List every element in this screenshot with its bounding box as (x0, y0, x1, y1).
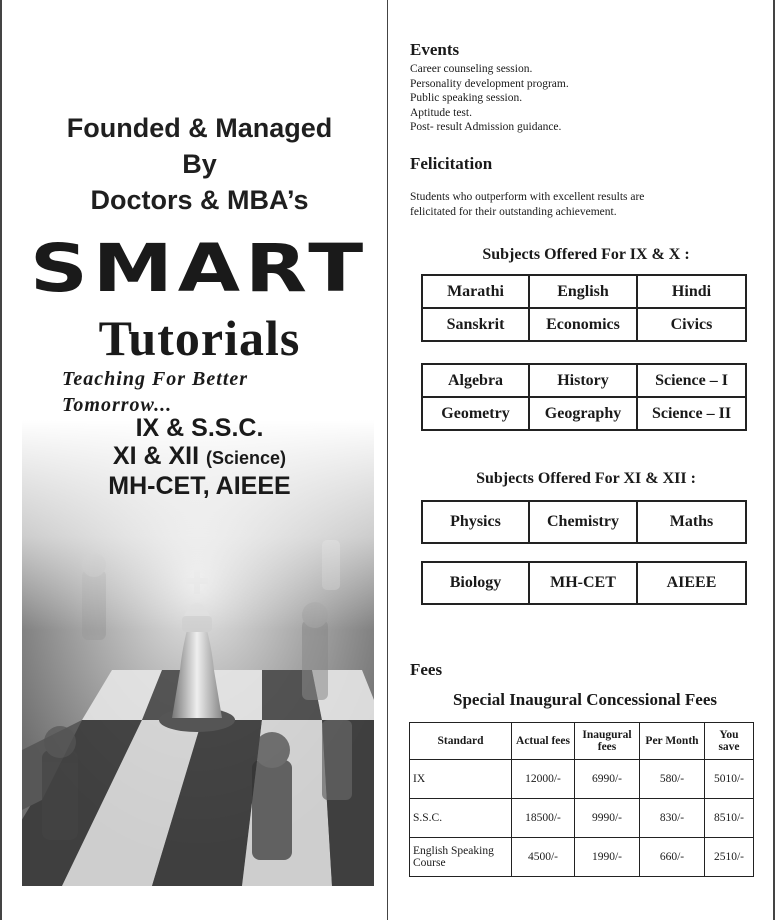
fees-subtitle: Special Inaugural Concessional Fees (453, 690, 717, 709)
subject-cell: Geography (529, 397, 637, 430)
subject-cell: Geometry (422, 397, 529, 430)
founded-line-1: Founded & Managed (66, 113, 333, 143)
fees-cell: IX (410, 760, 512, 799)
subjects-ix-x-group-1 (421, 274, 747, 342)
events-list (410, 62, 569, 135)
subject-cell: Science – II (637, 397, 746, 430)
subjects-xi-xii-title: Subjects Offered For XI & XII : (476, 470, 696, 487)
course-line-1: IX & S.S.C. (135, 414, 264, 442)
fees-cell: 1990/- (575, 838, 640, 877)
table-row (410, 838, 754, 877)
subject-cell: Maths (637, 501, 746, 543)
fees-cell: English Speaking Course (410, 838, 512, 877)
fees-header-row (410, 723, 754, 760)
founded-line-3: Doctors & MBA’s (90, 185, 309, 215)
fees-header-cell: Per Month (640, 723, 705, 760)
subject-cell: English (529, 275, 637, 308)
subjects-ix-x-title: Subjects Offered For IX & X : (482, 246, 690, 263)
founded-block (2, 110, 397, 218)
event-item: Career counseling session. (410, 63, 533, 75)
subject-cell: Algebra (422, 364, 529, 397)
event-item: Aptitude test. (410, 106, 472, 119)
course-line-2-main: XI & XII (112, 442, 200, 470)
fees-cell: 2510/- (705, 838, 754, 877)
events-title: Events (410, 40, 460, 59)
fees-header-cell: Inaugural fees (575, 723, 640, 760)
event-item: Personality development program. (410, 77, 569, 90)
course-line-2-small: (Science) (206, 448, 287, 468)
fees-cell: 9990/- (575, 799, 640, 838)
fees-header-cell: You save (705, 723, 754, 760)
subject-cell: Chemistry (529, 501, 637, 543)
subject-cell: Sanskrit (422, 308, 529, 341)
event-item: Public speaking session. (410, 92, 523, 104)
subject-cell: Biology (422, 562, 529, 604)
subject-cell: AIEEE (637, 562, 746, 604)
fees-cell: 8510/- (705, 799, 754, 838)
subject-cell: Economics (529, 308, 637, 341)
fees-cell: S.S.C. (410, 799, 512, 838)
left-panel (2, 0, 387, 920)
fees-header-cell: Actual fees (512, 723, 575, 760)
subject-cell: Physics (422, 501, 529, 543)
fees-cell: 12000/- (512, 760, 575, 799)
fees-cell: 5010/- (705, 760, 754, 799)
subjects-ix-x-group-2 (421, 363, 747, 431)
fees-cell: 580/- (640, 760, 705, 799)
felicitation-text (410, 190, 710, 219)
fees-cell: 18500/- (512, 799, 575, 838)
fees-cell: 830/- (640, 799, 705, 838)
felicitation-line-1: Students who outperform with excellent results are (410, 191, 645, 203)
subject-cell: Science – I (637, 364, 746, 397)
brand-smart: SMART (29, 230, 369, 307)
table-row (410, 799, 754, 838)
table-row (410, 760, 754, 799)
fees-cell: 4500/- (512, 838, 575, 877)
fees-title: Fees (410, 660, 443, 679)
subjects-xi-xii-group-1 (421, 500, 747, 544)
event-item: Post- result Admission guidance. (410, 121, 562, 133)
fees-header-cell: Standard (410, 723, 512, 760)
courses-block (2, 414, 397, 500)
subjects-xi-xii-group-2 (421, 561, 747, 605)
fees-cell: 6990/- (575, 760, 640, 799)
subject-cell: MH-CET (529, 562, 637, 604)
fees-table (409, 722, 754, 877)
felicitation-title: Felicitation (410, 154, 493, 173)
subject-cell: Marathi (422, 275, 529, 308)
brand-tutorials: Tutorials (98, 310, 301, 366)
tagline: Teaching For Better Tomorrow... (62, 368, 249, 416)
course-line-2 (2, 442, 397, 472)
fees-cell: 660/- (640, 838, 705, 877)
right-panel (388, 0, 775, 920)
subject-cell: History (529, 364, 637, 397)
felicitation-line-2: felicitated for their outstanding achievement. (410, 205, 617, 218)
course-line-3: MH-CET, AIEEE (108, 472, 291, 500)
founded-line-2: By (182, 149, 217, 179)
subject-cell: Civics (637, 308, 746, 341)
subject-cell: Hindi (637, 275, 746, 308)
